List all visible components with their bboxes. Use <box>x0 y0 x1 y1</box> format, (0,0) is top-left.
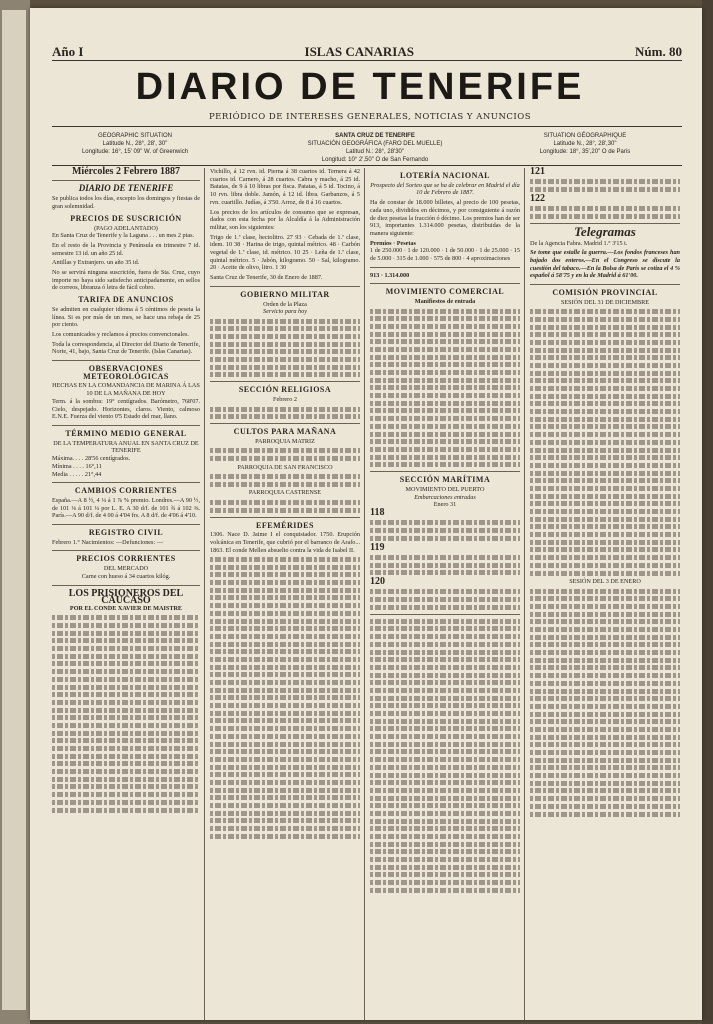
newspaper-page <box>30 8 702 1020</box>
section-heading: SECCIÓN RELIGIOSA <box>238 385 332 395</box>
column-rule <box>364 168 365 1020</box>
section-heading: OBSERVACIONES METEOROLÓGICAS <box>83 364 169 381</box>
masthead-row <box>52 44 682 60</box>
column-rule <box>204 168 205 1020</box>
geo-center: SANTA CRUZ DE TENERIFE SITUACIÓN GEOGRÁFICA (FARO DEL MUELLE) Latitud N.: 28°, 28'30" Longitud: 10° 2',50" O de San Fernando <box>307 133 443 163</box>
section-heading: MOVIMIENTO COMERCIAL <box>385 287 505 297</box>
section-heading: SECCIÓN MARÍTIMA <box>399 475 491 485</box>
telegrams-heading: Telegramas <box>574 223 636 239</box>
issue-date: Miércoles 2 Febrero 1887 <box>71 166 181 177</box>
column-3: LOTERÍA NACIONAL Prospecto del Sorteo que se ha de celebrar en Madrid el día 10 de Febrero de 1887. Ha de constar de 18.000 billetes, al precio de 100 pesetas, cada uno, divididos en décimos, y por consiguiente á razón de diez pesetas la fracción ó décimo. Los premios han de ser 913, importantes 1.314.000 pesetas, distribuidas de la manera siguiente: Premios · Pesetas 1 de 250.000 · 1 de 120.000 · 1 de 50.000 · 1 de 25.000 · 15 de 5.000 · 315 de 1.000 · 575 de 800 · 4 aproximaciones 913 · 1.314.000 MOVIMIENTO COMERCIAL Manifiestos de entrada SECCIÓN MARÍTIMA MOVIMIENTO DEL PUERTO Embarcaciones entradas Enero 31 118 119 120 <box>370 168 520 896</box>
column-1: Miércoles 2 Febrero 1887 DIARIO DE TENERIFE Se publica todos los días, excepto los domingos y fiestas de gran solemnidad. PRECIOS DE SUSCRICIÓN (PAGO ADELANTADO) En Santa Cruz de Tenerife y la Laguna . . . un mes 2 ptas. En el resto de la Provincia y Península en trimestre 7 id. semestre 13 id. un año 25 id. Antillas y Extranjero. un año 35 id. No se servirá ninguna suscrición, fuera de Sta. Cruz, cuyo importe no haya sido satisfecho anticipadamente, en sellos de correos, libranza ó letra de fácil cobro. TARIFA DE ANUNCIOS Se admiten en cualquier idioma á 5 céntimos de peseta la línea. Si es por más de un mes, se hace una rebaja de 25 por ciento. Los comunicados y reclamos á precios convencionales. Toda la correspondencia, al Director del Diario de Tenerife, Norte, 41, bajo, Santa Cruz de Tenerife. (Islas Canarias). OBSERVACIONES METEOROLÓGICAS HECHAS EN LA COMANDANCIA DE MARINA Á LAS 10 DE LA MAÑANA DE HOY Term. á la sombra: 19° centígrados. Barómetro, 768'07. Cielo, despejado. Horizontes, claros. Viento, calmoso E.N.E. Fuerza del viento 0'5 Estado del mar, llano. TÉRMINO MEDIO GENERAL DE LA TEMPERATURA ANUAL EN SANTA CRUZ DE TENERIFE Máxima. . . . 28'56 centígrados. Mínima . . . . 16°,11 Media . . . . . 21°,44 CAMBIOS CORRIENTES España.—A 8 ½, 4 ¼ á 1 ⅞ % premio. Londres.—A 90 ½, de 101 ⅛ á 101 ¼ por L. E. A 30 d/f. de 101 ¾ á 102 ⅜. París.—A 90 d/f. de 4 00 á 4'04 frs. A 8 d/f. de 4'06 á 4'10. REGISTRO CIVIL Febrero 1.° Nacimientos: —Defunciones: — PRECIOS CORRIENTES DEL MERCADO Carne con hueso á 34 cuartos kilóg. LOS PRISIONEROS DEL CÁUCASO POR EL CONDE XAVIER DE MAISTRE <box>52 168 200 815</box>
section-heading: CULTOS PARA MAÑANA <box>233 427 337 437</box>
issue-number: Núm. 80 <box>635 44 682 59</box>
section-heading: REGISTRO CIVIL <box>88 528 164 538</box>
page-edge <box>702 0 713 1024</box>
section-heading: COMISIÓN PROVINCIAL <box>552 288 658 298</box>
column-2: Vichillo, á 12 rvn. id. Pierna á 38 cuartos id. Ternera á 42 cuartos id. Carnero, á 28 cuartos. Cabra y macho, á 25 id. Batatas, de 9 á 10 libras por fisca. Patatas, á 5 id. Tocino, á 10 rvn. libra doble. Jamón, á 12 id. libra. Garbanzos, á 5 rvn. cuartillo. Judías, á 3'50. Arroz, de 8 á 16 cuartos. Los precios de los artículos de consumo que se expresan, dados con esta fecha por la Alcaldía á la Administración militar, son los siguientes: Trigo de 1.ª clase, hectolitro. 27 93 · Cebada de 1.ª clase, idem. 10 38 · Harina de trigo, quintal métrico. 48 · Carbón vegetal de 1.ª clase, id. métrico. 10 25 · Leña de 1.ª clase, quintal métrico. 5 · Jabón, kilogramo. 50 · Sal, kilogramo. 20 · Aceite de olivo, litro. 1 30 Santa Cruz de Tenerife, 30 de Enero de 1887. GOBIERNO MILITAR Orden de la Plaza Servicio para hoy SECCIÓN RELIGIOSA Febrero 2 CULTOS PARA MAÑANA PARROQUIA MATRIZ PARROQUIA DE SAN FRANCISCO PARROQUIA CASTRENSE EFEMÉRIDES 1306. Nace D. Jaime I el conquistador. 1750. Erupción volcánica en Tenerife, que cubrió por el barranco de Arafo... 1863. El conde Mellen absuelto contra la vida de Isabel II. <box>210 168 360 841</box>
adjacent-page-strip <box>0 0 30 1024</box>
column-4: 121 122 Telegramas De la Agencia Fabra. Madrid 1.° 3'15 t. Se tome que estalle la guerra.—Los fondos franceses han bajado dos enteros.—En el Congreso se discute la cuestión del tabaco.—En la Bolsa de París se cotiza el 4 % español á 58'75 y en la de Madrid á 61'00. COMISIÓN PROVINCIAL SESIÓN DEL 31 DE DICIEMBRE SESIÓN DEL 3 DE ENERO <box>530 168 680 819</box>
column-rule <box>524 168 525 1020</box>
section-heading: TÉRMINO MEDIO GENERAL <box>65 428 187 438</box>
newspaper-title: DIARIO DE TENERIFE <box>135 66 585 108</box>
serial-title: LOS PRISIONEROS DEL CÁUCASO <box>68 587 184 607</box>
section-heading: LOTERÍA NACIONAL <box>399 171 490 180</box>
body-text <box>52 615 200 812</box>
section-heading: EFEMÉRIDES <box>256 520 314 530</box>
geo-left: GEOGRAPHIC SITUATION Latitude N., 28°, 28', 30" Longitude: 16°, 15' 09" W. of Greenwich <box>81 133 189 155</box>
divider <box>52 126 682 127</box>
place-label: ISLAS CANARIAS <box>304 44 414 59</box>
section-heading: GOBIERNO MILITAR <box>240 289 330 299</box>
section-heading: PRECIOS CORRIENTES <box>76 554 176 564</box>
divider <box>52 60 682 61</box>
section-heading: TARIFA DE ANUNCIOS <box>78 295 174 305</box>
section-heading: PRECIOS DE SUSCRICIÓN <box>70 213 182 223</box>
section-heading: CAMBIOS CORRIENTES <box>74 486 178 496</box>
newspaper-subtitle: PERIÓDICO DE INTERESES GENERALES, NOTICIAS Y ANUNCIOS <box>208 112 532 122</box>
brand-label: DIARIO DE TENERIFE <box>78 182 174 193</box>
year-label: Año I <box>52 44 84 59</box>
geo-right: SITUATION GÉOGRAPHIQUE Latitude N., 28°, 28',30" Longitude: 18°, 35',20" O de Paris <box>539 133 631 155</box>
